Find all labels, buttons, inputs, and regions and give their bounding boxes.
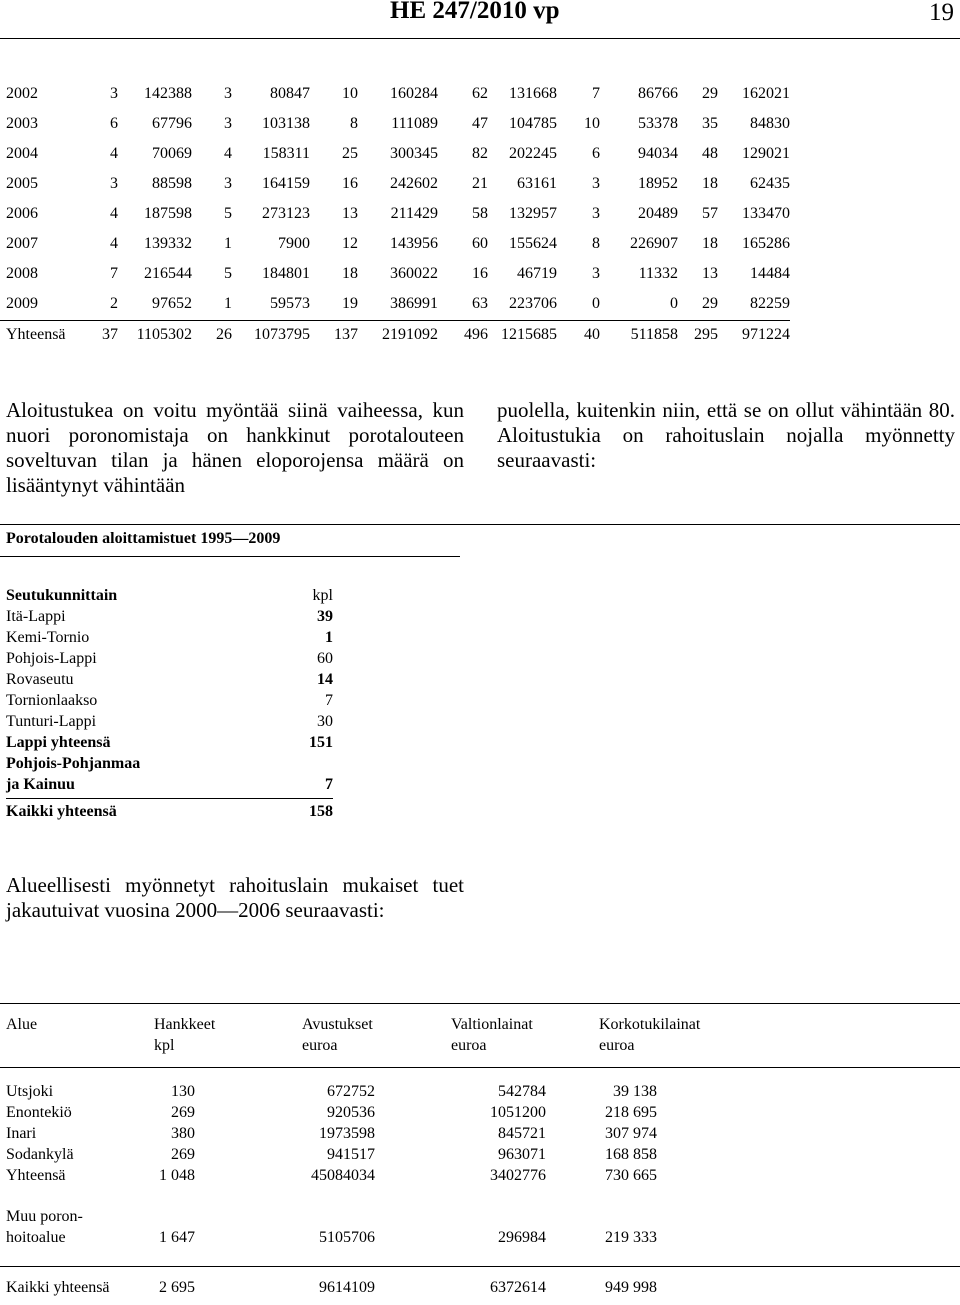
value-cell: 511858 bbox=[630, 326, 678, 343]
value-cell: 6 bbox=[592, 145, 600, 162]
column-header: Hankkeet bbox=[154, 1016, 216, 1033]
regional-lappi-total-row bbox=[6, 732, 333, 753]
area-cell: Inari bbox=[6, 1125, 37, 1142]
value-cell: 29 bbox=[702, 295, 718, 312]
value-cell: 129021 bbox=[742, 145, 790, 162]
value-cell: 3 bbox=[110, 175, 118, 192]
regional-table bbox=[6, 585, 333, 823]
year-cell: 2002 bbox=[6, 85, 38, 102]
area-header-rule bbox=[0, 1067, 960, 1068]
regional-header-unit: kpl bbox=[312, 587, 333, 604]
value-cell: 13 bbox=[702, 265, 718, 282]
table-top-rule bbox=[0, 524, 960, 525]
area-cell: 130 bbox=[171, 1083, 195, 1100]
regional-row-value: 7 bbox=[325, 692, 333, 709]
area-cell: 845721 bbox=[498, 1125, 546, 1142]
regional-row-value: 7 bbox=[325, 776, 333, 793]
area-cell: 39 138 bbox=[613, 1083, 657, 1100]
value-cell: 273123 bbox=[262, 205, 310, 222]
year-table-row bbox=[0, 230, 790, 260]
value-cell: 20489 bbox=[638, 205, 678, 222]
regional-row bbox=[6, 669, 333, 690]
value-cell: 2 bbox=[110, 295, 118, 312]
regional-row-label: Kaikki yhteensä bbox=[6, 803, 117, 820]
value-cell: 158311 bbox=[262, 145, 310, 162]
regional-row-label: Pohjois-Lappi bbox=[6, 650, 97, 667]
column-header-unit: euroa bbox=[599, 1037, 635, 1054]
label-line-2: ja Kainuu bbox=[6, 776, 75, 793]
value-cell: 1 bbox=[224, 295, 232, 312]
area-cell: Enontekiö bbox=[6, 1104, 72, 1121]
value-cell: 300345 bbox=[390, 145, 438, 162]
regional-row bbox=[6, 711, 333, 732]
value-cell: 60 bbox=[472, 235, 488, 252]
value-cell: 132957 bbox=[509, 205, 557, 222]
value-cell: 496 bbox=[464, 326, 488, 343]
value-cell: 3 bbox=[224, 175, 232, 192]
area-total-cell: 9614109 bbox=[319, 1279, 375, 1296]
value-cell: 142388 bbox=[144, 85, 192, 102]
value-cell: 4 bbox=[110, 145, 118, 162]
value-cell: 242602 bbox=[390, 175, 438, 192]
column-header-unit: euroa bbox=[302, 1037, 338, 1054]
value-cell: 12 bbox=[342, 235, 358, 252]
area-cell: 168 858 bbox=[605, 1146, 657, 1163]
area-cell: 307 974 bbox=[605, 1125, 657, 1142]
column-header: Korkotukilainat bbox=[599, 1016, 701, 1033]
value-cell: 386991 bbox=[390, 295, 438, 312]
regional-row-value: 151 bbox=[309, 734, 333, 751]
area-total-cell: Kaikki yhteensä bbox=[6, 1279, 110, 1296]
year-cell: 2008 bbox=[6, 265, 38, 282]
page-number: 19 bbox=[929, 0, 954, 26]
value-cell: 18 bbox=[342, 265, 358, 282]
year-cell: 2003 bbox=[6, 115, 38, 132]
year-table-row bbox=[0, 110, 790, 140]
year-table bbox=[0, 80, 790, 351]
regional-row-value: 39 bbox=[317, 608, 333, 625]
regional-row bbox=[6, 648, 333, 669]
area-cell: 1 647 bbox=[159, 1229, 195, 1246]
value-cell: 18 bbox=[702, 235, 718, 252]
value-cell: 46719 bbox=[517, 265, 557, 282]
value-cell: 165286 bbox=[742, 235, 790, 252]
value-cell: 3 bbox=[224, 115, 232, 132]
value-cell: 5 bbox=[224, 205, 232, 222]
area-cell: 380 bbox=[171, 1125, 195, 1142]
regional-header-label: Seutukunnittain bbox=[6, 587, 118, 604]
regional-row-value: 60 bbox=[317, 650, 333, 667]
area-cell: 269 bbox=[171, 1146, 195, 1163]
area-cell: Sodankylä bbox=[6, 1146, 74, 1163]
year-table-row bbox=[0, 80, 790, 110]
value-cell: 211429 bbox=[390, 205, 438, 222]
regional-row-label: Lappi yhteensä bbox=[6, 734, 111, 751]
paragraph-right: puolella, kuitenkin niin, että se on ollut vähintään 80. Aloitustukia on rahoituslain nojalla myönnetty seuraavasti: bbox=[497, 398, 955, 472]
value-cell: 18 bbox=[702, 175, 718, 192]
area-cell: 219 333 bbox=[605, 1229, 657, 1246]
value-cell: 53378 bbox=[638, 115, 678, 132]
year-table-row bbox=[0, 140, 790, 170]
regional-row-label: Rovaseutu bbox=[6, 671, 74, 688]
value-cell: 94034 bbox=[638, 145, 678, 162]
area-cell: 920536 bbox=[327, 1104, 375, 1121]
area-cell: hoitoalue bbox=[6, 1229, 66, 1246]
value-cell: 3 bbox=[224, 85, 232, 102]
value-cell: 63 bbox=[472, 295, 488, 312]
area-cell: 730 665 bbox=[605, 1167, 657, 1184]
value-cell: 97652 bbox=[152, 295, 192, 312]
value-cell: 2191092 bbox=[382, 326, 438, 343]
value-cell: 88598 bbox=[152, 175, 192, 192]
value-cell: 295 bbox=[694, 326, 718, 343]
area-cell: 1973598 bbox=[319, 1125, 375, 1142]
value-cell: 111089 bbox=[391, 115, 438, 132]
value-cell: 16 bbox=[472, 265, 488, 282]
year-cell: 2007 bbox=[6, 235, 38, 252]
value-cell: 70069 bbox=[152, 145, 192, 162]
value-cell: 67796 bbox=[152, 115, 192, 132]
value-cell: 1105302 bbox=[136, 326, 192, 343]
regional-row-label: Tunturi-Lappi bbox=[6, 713, 97, 730]
value-cell: 971224 bbox=[742, 326, 790, 343]
area-cell: 941517 bbox=[327, 1146, 375, 1163]
value-cell: 10 bbox=[342, 85, 358, 102]
value-cell: 1215685 bbox=[501, 326, 557, 343]
value-cell: 5 bbox=[224, 265, 232, 282]
value-cell: 202245 bbox=[509, 145, 557, 162]
value-cell: 3 bbox=[592, 205, 600, 222]
year-table-row bbox=[0, 170, 790, 200]
value-cell: 187598 bbox=[144, 205, 192, 222]
value-cell: 139332 bbox=[144, 235, 192, 252]
value-cell: 13 bbox=[342, 205, 358, 222]
value-cell: 86766 bbox=[638, 85, 678, 102]
year-cell: 2009 bbox=[6, 295, 38, 312]
year-cell: 2006 bbox=[6, 205, 38, 222]
area-cell: Muu poron- bbox=[6, 1208, 83, 1225]
value-cell: 104785 bbox=[509, 115, 557, 132]
header-rule bbox=[0, 38, 960, 39]
regional-row bbox=[6, 627, 333, 648]
value-cell: 48 bbox=[702, 145, 718, 162]
value-cell: 63161 bbox=[517, 175, 557, 192]
value-cell: 4 bbox=[224, 145, 232, 162]
regional-header-row bbox=[6, 585, 333, 606]
value-cell: 103138 bbox=[262, 115, 310, 132]
value-cell: 223706 bbox=[509, 295, 557, 312]
year-cell: 2004 bbox=[6, 145, 38, 162]
value-cell: 35 bbox=[702, 115, 718, 132]
value-cell: 82259 bbox=[750, 295, 790, 312]
regional-row bbox=[6, 690, 333, 711]
area-table-top-rule bbox=[0, 1003, 960, 1004]
value-cell: 3 bbox=[592, 175, 600, 192]
area-cell: Yhteensä bbox=[6, 1167, 66, 1184]
area-cell: 1 048 bbox=[159, 1167, 195, 1184]
table-title-rule bbox=[0, 556, 460, 557]
value-cell: 7 bbox=[110, 265, 118, 282]
value-cell: 137 bbox=[334, 326, 358, 343]
area-total-cell: 6372614 bbox=[490, 1279, 546, 1296]
area-cell: 963071 bbox=[498, 1146, 546, 1163]
area-cell: Utsjoki bbox=[6, 1083, 54, 1100]
value-cell: 155624 bbox=[509, 235, 557, 252]
value-cell: 133470 bbox=[742, 205, 790, 222]
value-cell: 8 bbox=[592, 235, 600, 252]
regional-table-title: Porotalouden aloittamistuet 1995—2009 bbox=[6, 530, 281, 547]
value-cell: 37 bbox=[102, 326, 118, 343]
value-cell: 3 bbox=[110, 85, 118, 102]
value-cell: 58 bbox=[472, 205, 488, 222]
value-cell: 4 bbox=[110, 205, 118, 222]
area-cell: 218 695 bbox=[605, 1104, 657, 1121]
area-cell: 296984 bbox=[498, 1229, 546, 1246]
area-cell: 3402776 bbox=[490, 1167, 546, 1184]
value-cell: 7 bbox=[592, 85, 600, 102]
value-cell: 19 bbox=[342, 295, 358, 312]
column-header: Alue bbox=[6, 1016, 38, 1033]
value-cell: 47 bbox=[472, 115, 488, 132]
year-cell: Yhteensä bbox=[6, 326, 66, 343]
value-cell: 62 bbox=[472, 85, 488, 102]
value-cell: 4 bbox=[110, 235, 118, 252]
regional-row-label: Tornionlaakso bbox=[6, 692, 98, 709]
value-cell: 7900 bbox=[278, 235, 310, 252]
regional-row bbox=[6, 606, 333, 627]
year-cell: 2005 bbox=[6, 175, 38, 192]
value-cell: 226907 bbox=[630, 235, 678, 252]
value-cell: 6 bbox=[110, 115, 118, 132]
regional-row-value: 158 bbox=[309, 803, 333, 820]
column-header-unit: kpl bbox=[154, 1037, 175, 1054]
value-cell: 1 bbox=[224, 235, 232, 252]
regional-grand-total-row bbox=[6, 799, 333, 823]
regional-row-value: 30 bbox=[317, 713, 333, 730]
year-table-total-row bbox=[0, 320, 790, 351]
value-cell: 3 bbox=[592, 265, 600, 282]
year-table-row bbox=[0, 290, 790, 320]
value-cell: 29 bbox=[702, 85, 718, 102]
value-cell: 80847 bbox=[270, 85, 310, 102]
value-cell: 14484 bbox=[750, 265, 790, 282]
value-cell: 184801 bbox=[262, 265, 310, 282]
area-cell: 269 bbox=[171, 1104, 195, 1121]
regional-row-label bbox=[6, 753, 140, 795]
value-cell: 25 bbox=[342, 145, 358, 162]
value-cell: 26 bbox=[216, 326, 232, 343]
document-code: HE 247/2010 vp bbox=[390, 0, 560, 24]
regional-row-label: Kemi-Tornio bbox=[6, 629, 90, 646]
area-total-rule bbox=[0, 1266, 960, 1267]
value-cell: 82 bbox=[472, 145, 488, 162]
area-total-cell: 949 998 bbox=[605, 1279, 657, 1296]
regional-row-label: Itä-Lappi bbox=[6, 608, 66, 625]
value-cell: 8 bbox=[350, 115, 358, 132]
value-cell: 57 bbox=[702, 205, 718, 222]
regional-pohjois-row bbox=[6, 753, 333, 795]
page-header bbox=[0, 0, 960, 40]
column-header: Valtionlainat bbox=[451, 1016, 533, 1033]
value-cell: 143956 bbox=[390, 235, 438, 252]
value-cell: 40 bbox=[584, 326, 600, 343]
value-cell: 18952 bbox=[638, 175, 678, 192]
area-cell: 672752 bbox=[327, 1083, 375, 1100]
paragraph-alue: Alueellisesti myönnetyt rahoituslain mukaiset tuet jakautuivat vuosina 2000—2006 seuraavasti: bbox=[6, 873, 464, 922]
value-cell: 160284 bbox=[390, 85, 438, 102]
value-cell: 62435 bbox=[750, 175, 790, 192]
value-cell: 59573 bbox=[270, 295, 310, 312]
value-cell: 16 bbox=[342, 175, 358, 192]
value-cell: 21 bbox=[472, 175, 488, 192]
value-cell: 216544 bbox=[144, 265, 192, 282]
value-cell: 164159 bbox=[262, 175, 310, 192]
year-table-row bbox=[0, 200, 790, 230]
value-cell: 131668 bbox=[509, 85, 557, 102]
value-cell: 360022 bbox=[390, 265, 438, 282]
area-cell: 5105706 bbox=[319, 1229, 375, 1246]
column-header-unit: euroa bbox=[451, 1037, 487, 1054]
value-cell: 11332 bbox=[638, 265, 678, 282]
column-header: Avustukset bbox=[302, 1016, 373, 1033]
regional-row-value: 1 bbox=[325, 629, 333, 646]
year-table-row bbox=[0, 260, 790, 290]
value-cell: 0 bbox=[670, 295, 678, 312]
area-cell: 1051200 bbox=[490, 1104, 546, 1121]
value-cell: 0 bbox=[592, 295, 600, 312]
paragraph-left: Aloitustukea on voitu myöntää siinä vaiheessa, kun nuori poronomistaja on hankkinut porotalouteen soveltuvan tilan ja hänen eloporojensa määrä on lisääntynyt vähintään bbox=[6, 398, 464, 497]
label-line-1: Pohjois-Pohjanmaa bbox=[6, 755, 141, 772]
value-cell: 1073795 bbox=[254, 326, 310, 343]
area-cell: 45084034 bbox=[311, 1167, 375, 1184]
regional-row-value: 14 bbox=[317, 671, 333, 688]
value-cell: 84830 bbox=[750, 115, 790, 132]
area-total-cell: 2 695 bbox=[159, 1279, 195, 1296]
area-cell: 542784 bbox=[498, 1083, 546, 1100]
value-cell: 10 bbox=[584, 115, 600, 132]
value-cell: 162021 bbox=[742, 85, 790, 102]
